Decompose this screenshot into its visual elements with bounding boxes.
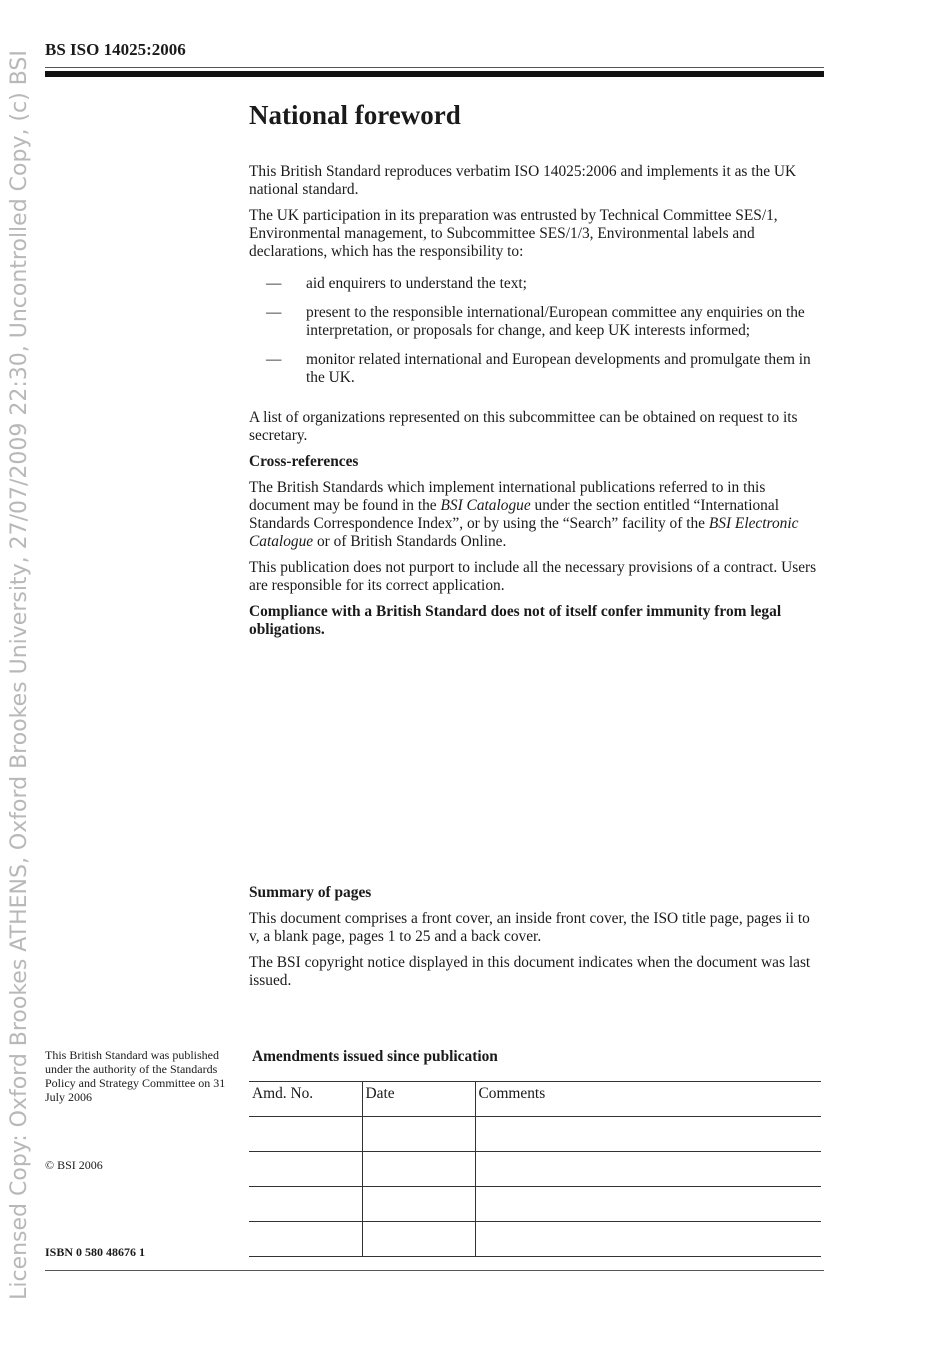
table-cell <box>249 1152 362 1187</box>
amendments-title: Amendments issued since publication <box>252 1048 498 1065</box>
license-watermark: Licensed Copy: Oxford Brookes ATHENS, Oxford Brookes University, 27/07/2009 22:30, Uncontrolled Copy, (c) BSI <box>7 50 32 1300</box>
crossref-paragraph <box>249 479 824 551</box>
copyright-notice-paragraph: The BSI copyright notice displayed in this document indicates when the document was last issued. <box>249 954 811 989</box>
table-header-row <box>249 1082 821 1117</box>
footer-rule <box>45 1270 824 1271</box>
list-item-text: aid enquirers to understand the text; <box>306 275 527 292</box>
publication-authority-note: This British Standard was published under the authority of the Standards Policy and Strategy Committee on 31 July 2006 <box>45 1048 226 1104</box>
copyright-line: © BSI 2006 <box>45 1158 103 1172</box>
column-header-comments: Comments <box>475 1082 821 1117</box>
document-reference: BS ISO 14025:2006 <box>45 40 186 59</box>
table-cell <box>475 1117 821 1152</box>
isbn: ISBN 0 580 48676 1 <box>45 1245 146 1259</box>
bsi-catalogue-title: BSI Catalogue <box>440 497 531 514</box>
compliance-notice: Compliance with a British Standard does not of itself confer immunity from legal obligations. <box>249 603 782 638</box>
dash-bullet: — <box>266 351 282 368</box>
table-cell <box>362 1187 475 1222</box>
list-item-text: present to the responsible international/European committee any enquiries on the interpretation, or proposals for change, and keep UK interests informed; <box>306 304 805 339</box>
table-cell <box>475 1222 821 1257</box>
table-cell <box>249 1222 362 1257</box>
header-thin-rule <box>45 67 824 68</box>
column-header-amd-no: Amd. No. <box>249 1082 362 1117</box>
bsi-electronic-catalogue-title: BSI Electronic Catalogue <box>249 515 799 550</box>
summary-section <box>249 884 824 998</box>
table-row <box>249 1187 821 1222</box>
table-row <box>249 1117 821 1152</box>
list-item <box>249 351 824 387</box>
foreword-body <box>249 163 824 647</box>
responsibility-list <box>249 275 824 387</box>
table-cell <box>475 1152 821 1187</box>
summary-paragraph: This document comprises a front cover, an inside front cover, the ISO title page, pages ii to v, a blank page, pages 1 to 25 and a back cover. <box>249 910 810 945</box>
crossref-text-1: The British Standards which implement international publications referred to in this document may be found in the <box>249 479 766 514</box>
table-row <box>249 1152 821 1187</box>
table-cell <box>362 1222 475 1257</box>
dash-bullet: — <box>266 275 282 292</box>
crossref-heading: Cross-references <box>249 453 359 470</box>
table-cell <box>362 1152 475 1187</box>
provisions-paragraph: This publication does not purport to include all the necessary provisions of a contract. Users are responsible for its correct application. <box>249 559 817 594</box>
table-cell <box>249 1187 362 1222</box>
participation-paragraph: The UK participation in its preparation was entrusted by Technical Committee SES/1, Environmental management, to Subcommittee SES/1/3, Environmental labels and declarations, which has the responsibility to: <box>249 207 778 260</box>
column-header-date: Date <box>362 1082 475 1117</box>
table-cell <box>475 1187 821 1222</box>
dash-bullet: — <box>266 304 282 321</box>
table-cell <box>249 1117 362 1152</box>
list-item <box>249 304 824 340</box>
page-title: National foreword <box>249 100 461 130</box>
table-row <box>249 1222 821 1257</box>
list-item <box>249 275 824 293</box>
crossref-text-3: or of British Standards Online. <box>313 533 507 550</box>
intro-paragraph: This British Standard reproduces verbatim ISO 14025:2006 and implements it as the UK national standard. <box>249 163 797 198</box>
table-cell <box>362 1117 475 1152</box>
summary-heading: Summary of pages <box>249 884 372 901</box>
amendments-table <box>249 1081 821 1257</box>
organizations-paragraph: A list of organizations represented on this subcommittee can be obtained on request to its secretary. <box>249 409 798 444</box>
list-item-text: monitor related international and European developments and promulgate them in the UK. <box>306 351 811 386</box>
crossref-text-2: under the section entitled “International Standards Correspondence Index”, or by using the “Search” facility of the <box>249 497 779 532</box>
header-thick-rule <box>45 71 824 77</box>
